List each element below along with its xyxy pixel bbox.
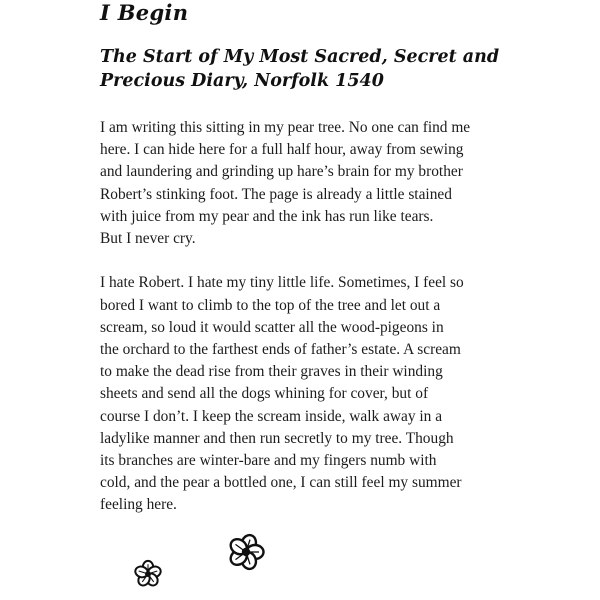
- text-line: its branches are winter-bare and my fingers numb with: [100, 452, 437, 470]
- entry-title: [100, 45, 500, 93]
- text-line: and laundering and grinding up hare’s brain for my brother: [100, 163, 463, 181]
- text-line: But I never cry.: [100, 230, 196, 248]
- text-line: feeling here.: [100, 496, 177, 514]
- text-line: with juice from my pear and the ink has run like tears.: [100, 207, 434, 225]
- paragraph: [100, 272, 520, 516]
- text-line: I hate Robert. I hate my tiny little life. Sometimes, I feel so: [100, 274, 464, 292]
- text-line: I am writing this sitting in my pear tree. No one can find me: [100, 119, 471, 136]
- paragraph: [100, 117, 520, 250]
- flower-icon: [226, 532, 266, 572]
- text-line: the orchard to the farthest ends of father’s estate. A scream: [100, 341, 461, 359]
- text-line: sheets and send all the dogs whining for cover, but of: [100, 385, 429, 403]
- text-line: course I don’t. I keep the scream inside, walk away in a: [100, 407, 443, 425]
- text-line: to make the dead rise from their graves in their winding: [100, 363, 443, 381]
- text-line: Robert’s stinking foot. The page is already a little stained: [100, 185, 452, 203]
- diary-body: [100, 117, 520, 517]
- text-line: here. I can hide here for a full half hour, away from sewing: [100, 141, 464, 159]
- chapter-heading: I Begin: [100, 0, 189, 25]
- text-line: bored I want to climb to the top of the tree and let out a: [100, 296, 441, 314]
- text-line: scream, so loud it would scatter all the wood-pigeons in: [100, 318, 444, 336]
- entry-title-line: The Start of My Most Sacred, Secret and: [100, 47, 500, 67]
- entry-title-line: Precious Diary, Norfolk 1540: [100, 71, 384, 91]
- text-line: ladylike manner and then run secretly to my tree. Though: [100, 429, 454, 447]
- flower-icon: [133, 559, 163, 589]
- text-line: cold, and the pear a bottled one, I can still feel my summer: [100, 474, 462, 492]
